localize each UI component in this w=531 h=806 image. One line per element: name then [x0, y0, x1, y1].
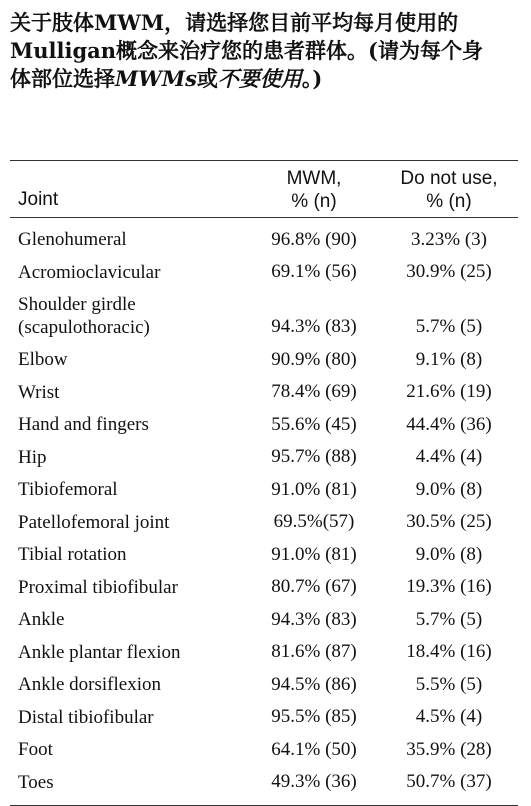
- results-table: [10, 160, 518, 806]
- header-mwm-line-1: MWM,: [286, 168, 342, 189]
- cell-do-not-use: 35.9% (28): [406, 738, 492, 760]
- table-row: [10, 767, 518, 800]
- cell-do-not-use: 4.4% (4): [415, 446, 483, 467]
- cell-mwm: 80.7% (67): [271, 576, 357, 597]
- cell-mwm: 94.5% (86): [271, 673, 357, 695]
- question-line-3-end: 。): [301, 66, 323, 91]
- table-row: [10, 409, 518, 442]
- cell-do-not-use: 30.9% (25): [406, 261, 492, 282]
- cell-joint: Ankle dorsiflexion: [18, 674, 162, 695]
- table-row: [10, 257, 518, 290]
- cell-mwm: 64.1% (50): [271, 738, 357, 760]
- cell-do-not-use: 44.4% (36): [406, 413, 492, 435]
- cell-joint: Glenohumeral: [18, 229, 127, 250]
- cell-joint: Hand and fingers: [18, 414, 149, 435]
- question-line-3: [10, 65, 522, 93]
- cell-joint-line-2: (scapulothoracic): [18, 317, 150, 338]
- cell-joint: Hip: [18, 446, 47, 468]
- cell-joint: Distal tibiofibular: [18, 706, 154, 728]
- cell-joint: Tibial rotation: [18, 544, 127, 565]
- table-row: [10, 702, 518, 735]
- question-line-3-part-a: 体部位选择: [10, 66, 115, 91]
- header-do-not-use: [386, 167, 512, 213]
- cell-mwm: 96.8% (90): [271, 228, 357, 250]
- table-row: [10, 669, 518, 702]
- header-dnu-line-2: % (n): [426, 191, 472, 212]
- cell-joint: Tibiofemoral: [18, 479, 118, 500]
- cell-do-not-use: 50.7% (37): [406, 771, 492, 792]
- cell-mwm: 94.3% (83): [271, 608, 357, 630]
- cell-do-not-use: 5.5% (5): [415, 673, 483, 695]
- table-row: [10, 734, 518, 767]
- cell-do-not-use: 30.5% (25): [406, 511, 492, 532]
- table-row: [10, 377, 518, 410]
- cell-do-not-use: 5.7% (5): [415, 316, 483, 337]
- cell-do-not-use: 9.0% (8): [415, 478, 483, 500]
- table-row: [10, 224, 518, 257]
- cell-joint: [18, 293, 150, 339]
- header-dnu-line-1: Do not use,: [400, 168, 498, 189]
- header-mwm: [258, 167, 370, 213]
- cell-do-not-use: 18.4% (16): [406, 641, 492, 662]
- cell-do-not-use: 5.7% (5): [415, 608, 483, 630]
- cell-mwm: 49.3% (36): [271, 771, 357, 792]
- header-mwm-line-2: % (n): [291, 191, 337, 212]
- table-row: [10, 507, 518, 540]
- cell-mwm: 69.1% (56): [271, 261, 357, 282]
- cell-mwm: 69.5%(57): [273, 511, 355, 532]
- cell-mwm: 95.5% (85): [271, 706, 357, 727]
- cell-mwm: 90.9% (80): [271, 348, 357, 370]
- question-line-1: 关于肢体MWM，请选择您目前平均每月使用的: [10, 10, 459, 35]
- question-text: [10, 9, 522, 93]
- cell-joint: Foot: [18, 739, 53, 760]
- question-line-3-do-not-use: 不要使用: [217, 66, 302, 91]
- table-row: [10, 344, 518, 377]
- table-row: [10, 572, 518, 605]
- table-row: [10, 289, 518, 344]
- cell-joint: Patellofemoral joint: [18, 511, 170, 533]
- table-row: [10, 604, 518, 637]
- cell-do-not-use: 9.0% (8): [415, 543, 483, 565]
- cell-joint: Elbow: [18, 349, 68, 370]
- cell-joint: Wrist: [18, 381, 60, 403]
- cell-mwm: 94.3% (83): [271, 316, 357, 337]
- table-body: [10, 218, 518, 805]
- header-joint: Joint: [18, 189, 59, 210]
- cell-mwm: 91.0% (81): [271, 543, 357, 565]
- cell-joint: Acromioclavicular: [18, 261, 161, 283]
- cell-joint: Ankle plantar flexion: [18, 641, 181, 663]
- table-header: [10, 161, 518, 217]
- cell-do-not-use: 4.5% (4): [415, 706, 483, 727]
- cell-do-not-use: 21.6% (19): [406, 381, 492, 402]
- cell-mwm: 78.4% (69): [271, 381, 357, 402]
- cell-mwm: 91.0% (81): [271, 478, 357, 500]
- cell-joint: Proximal tibiofibular: [18, 576, 178, 598]
- cell-joint: Ankle: [18, 609, 65, 630]
- table-row: [10, 637, 518, 670]
- question-line-3-mwms: MWMs: [115, 66, 197, 91]
- cell-do-not-use: 9.1% (8): [415, 348, 483, 370]
- cell-joint: Toes: [18, 771, 54, 793]
- cell-mwm: 95.7% (88): [271, 446, 357, 467]
- table-row: [10, 442, 518, 475]
- table-row: [10, 474, 518, 507]
- cell-joint-line-1: Shoulder girdle: [18, 294, 136, 315]
- cell-do-not-use: 3.23% (3): [411, 228, 487, 250]
- cell-do-not-use: 19.3% (16): [406, 576, 492, 597]
- table-row: [10, 539, 518, 572]
- cell-mwm: 55.6% (45): [271, 413, 357, 435]
- question-line-3-or: 或: [196, 66, 218, 91]
- question-line-2: Mulligan概念来治疗您的患者群体。(请为每个身: [10, 38, 483, 63]
- cell-mwm: 81.6% (87): [271, 641, 357, 662]
